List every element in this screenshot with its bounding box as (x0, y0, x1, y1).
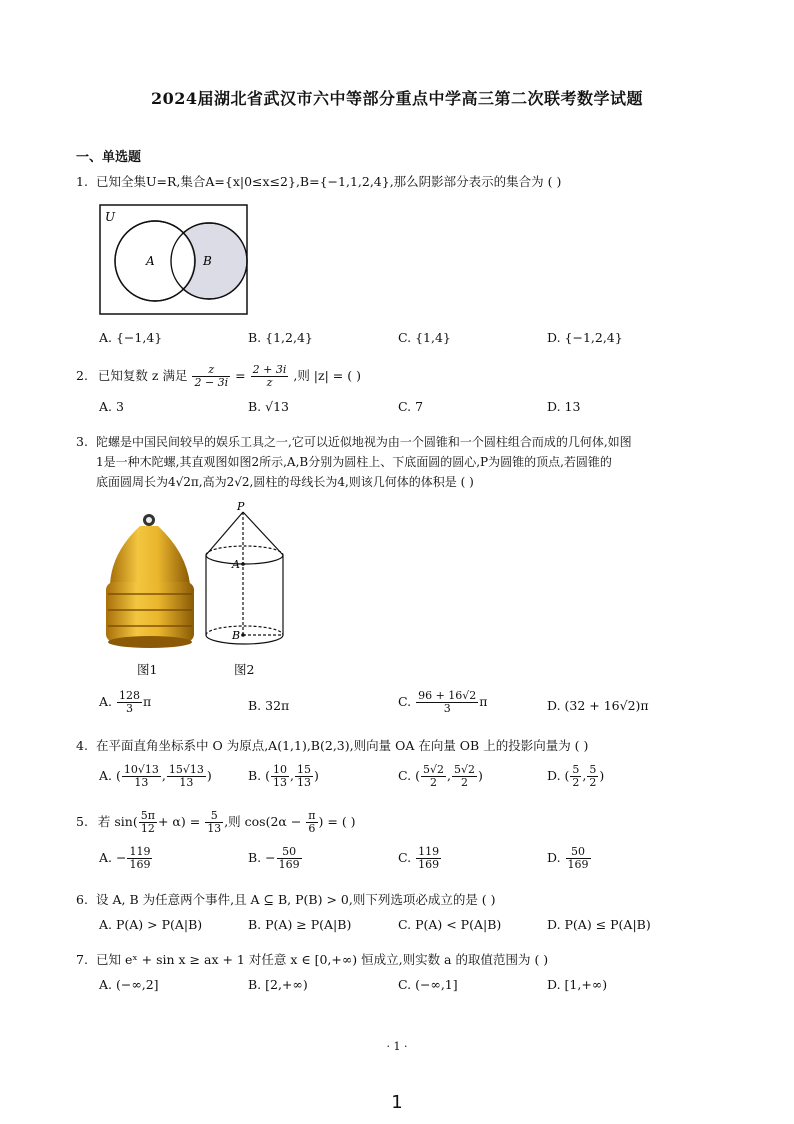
venn-diagram (99, 204, 248, 315)
question-6-number: 6. (76, 892, 88, 907)
question-2-post: ,则 |z| = ( ) (293, 368, 361, 383)
q1-option-c: C. {1,4} (398, 330, 451, 345)
question-4-number: 4. (76, 738, 88, 753)
figure-1-caption: 图1 (137, 662, 158, 677)
question-1-number: 1. (76, 174, 88, 189)
point-a-label: A (232, 558, 240, 571)
q2-option-c: C. 7 (398, 399, 424, 414)
q7-option-d: D. [1,+∞) (547, 977, 608, 992)
question-6-text: 设 A, B 为任意两个事件,且 A ⊆ B, P(B) > 0,则下列选项必成立的是 ( ) (96, 892, 496, 907)
page-title: 2024届湖北省武汉市六中等部分重点中学高三第二次联考数学试题 (150, 89, 644, 108)
question-2-number: 2. (76, 368, 88, 383)
venn-label-a: A (146, 254, 155, 268)
q3-option-b: B. 32π (248, 698, 290, 713)
q3-option-c: C. $\frac{96 + 16√2}{3}$ π (398, 689, 488, 715)
q6-option-a: A. P(A) > P(A|B) (99, 917, 203, 932)
q1-option-b: B. {1,2,4} (248, 330, 313, 345)
q6-option-b: B. P(A) ≥ P(A|B) (248, 917, 352, 932)
point-b-label: B (232, 629, 241, 642)
question-7-text: 已知 eˣ + sin x ≥ ax + 1 对任意 x ∈ [0,+∞) 恒成立,则实数 a 的取值范围为 ( ) (96, 952, 549, 967)
q6-option-c: C. P(A) < P(A|B) (398, 917, 502, 932)
q5-option-a: A. − $\frac{119}{169}$ (99, 845, 151, 871)
q1-option-a: A. {−1,4} (99, 330, 163, 345)
venn-label-u: U (105, 210, 116, 224)
q7-option-b: B. [2,+∞) (248, 977, 308, 992)
q5-option-d: D. $\frac{50}{169}$ (547, 845, 589, 871)
question-2-pre: 已知复数 z 满足 (97, 368, 188, 383)
q7-option-a: A. (−∞,2] (99, 977, 159, 992)
page-number-footer: · 1 · (386, 1040, 408, 1053)
q2-option-a: A. 3 (99, 399, 124, 414)
q7-option-c: C. (−∞,1] (398, 977, 458, 992)
question-3-line-2: 1是一种木陀螺,其直观图如图2所示,A,B分别为圆柱上、下底面圆的圆心,P为圆锥的顶点,若圆锥的 (96, 455, 612, 469)
question-3-line-3: 底面圆周长为4√2π,高为2√2,圆柱的母线长为4,则该几何体的体积是 ( ) (96, 475, 474, 489)
q5-option-b: B. − $\frac{50}{169}$ (248, 845, 300, 871)
page-index: 1 (391, 1092, 403, 1113)
q3-option-a: A. $\frac{128}{3}$ π (99, 689, 152, 715)
q6-option-d: D. P(A) ≤ P(A|B) (547, 917, 651, 932)
q4-option-b: B. ( $\frac{10}{13}$ , $\frac{15}{13}$ ) (248, 763, 319, 789)
figure-2-caption: 图2 (234, 662, 255, 677)
question-3-number: 3. (76, 434, 88, 449)
question-2: 2. 已知复数 z 满足 $\frac{z}{2 - 3i}$ = $\frac{2 + 3i}{z}$ ,则 |z| = ( ) (76, 363, 361, 389)
point-p-label: P (237, 500, 245, 513)
question-4-text: 在平面直角坐标系中 O 为原点,A(1,1),B(2,3),则向量 OA 在向量 OB 上的投影向量为 ( ) (96, 738, 589, 753)
question-7-number: 7. (76, 952, 88, 967)
question-5: 5. 若 sin( $\frac{5\pi}{12}$ + α) = $\frac{5}{13}$ ,则 cos(2α − $\frac{\pi}{6}$ ) = ( ) (76, 809, 356, 835)
cone-cylinder-diagram (196, 498, 296, 658)
q4-option-d: D. ( $\frac{5}{2}$ , $\frac{5}{2}$ ) (547, 763, 605, 789)
question-3-line-1: 陀螺是中国民间较早的娱乐工具之一,它可以近似地视为由一个圆锥和一个圆柱组合而成的几何体,如图 (96, 435, 632, 449)
q3-option-d: D. (32 + 16√2)π (547, 698, 649, 713)
q1-option-d: D. {−1,2,4} (547, 330, 623, 345)
wooden-top-photo (100, 512, 200, 652)
q2-option-b: B. √13 (248, 399, 290, 414)
question-1-text: 已知全集U=R,集合A={x|0≤x≤2},B={−1,1,2,4},那么阴影部分表示的集合为 ( ) (96, 174, 562, 189)
q5-option-c: C. $\frac{119}{169}$ (398, 845, 440, 871)
q2-option-d: D. 13 (547, 399, 581, 414)
venn-label-b: B (203, 254, 212, 268)
section-heading: 一、单选题 (76, 150, 142, 165)
q4-option-a: A. ( $\frac{10√13}{13}$ , $\frac{15√13}{13}$ ) (99, 763, 212, 789)
q4-option-c: C. ( $\frac{5√2}{2}$ , $\frac{5√2}{2}$ ) (398, 763, 483, 789)
